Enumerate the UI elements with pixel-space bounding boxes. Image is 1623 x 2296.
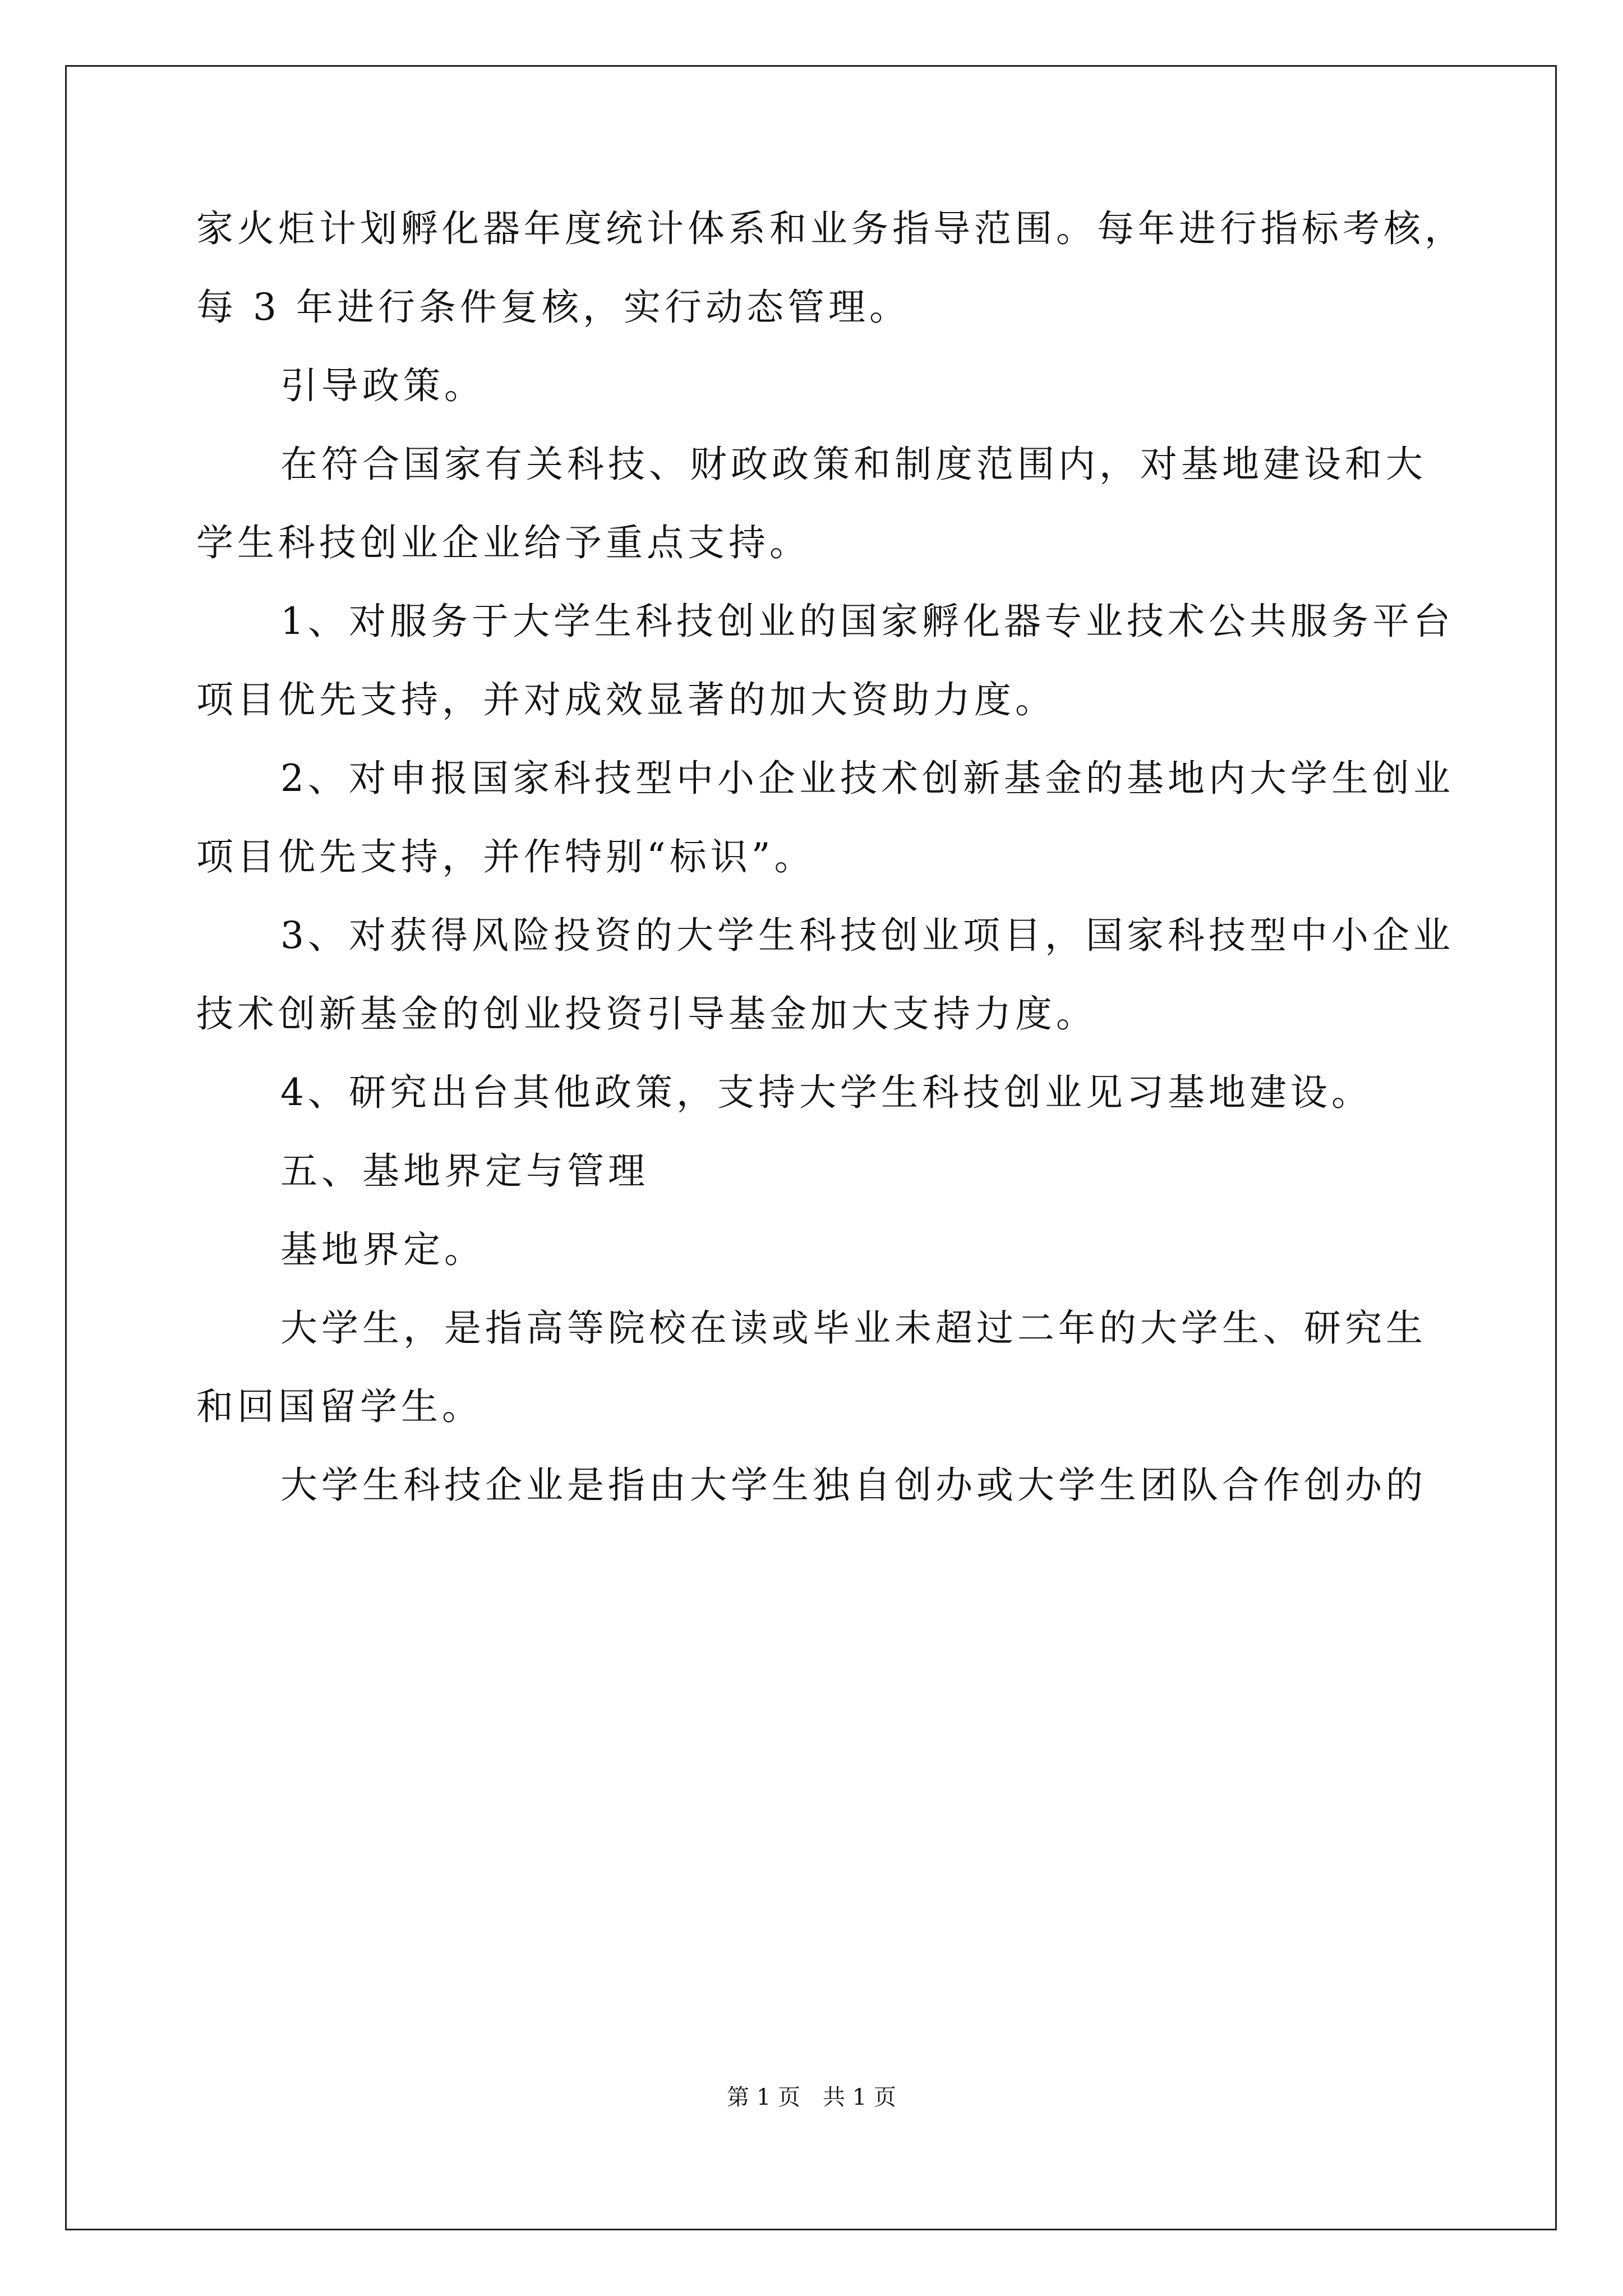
paragraph-line: 4、研究出台其他政策，支持大学生科技创业见习基地建设。	[280, 1071, 1372, 1114]
paragraph-line: 和回国留学生。	[196, 1385, 483, 1428]
paragraph-line: 在符合国家有关科技、财政政策和制度范围内，对基地建设和大	[280, 443, 1427, 486]
paragraph-heading: 基地界定。	[280, 1228, 485, 1271]
paragraph-line: 技术创新基金的创业投资引导基金加大支持力度。	[196, 992, 1097, 1036]
paragraph-line: 1、对服务于大学生科技创业的国家孵化器专业技术公共服务平台	[280, 600, 1454, 643]
paragraph-line: 每 3 年进行条件复核，实行动态管理。	[196, 286, 910, 329]
paragraph-line: 学生科技创业企业给予重点支持。	[196, 521, 810, 564]
paragraph-line: 大学生，是指高等院校在读或毕业未超过二年的大学生、研究生	[280, 1306, 1427, 1350]
document-body	[196, 190, 1464, 1525]
paragraph-line: 家火炬计划孵化器年度统计体系和业务指导范围。每年进行指标考核，	[196, 207, 1465, 250]
section-heading: 五、基地界定与管理	[280, 1149, 649, 1193]
paragraph-heading: 引导政策。	[280, 364, 485, 407]
paragraph-line: 项目优先支持，并对成效显著的加大资助力度。	[196, 678, 1056, 721]
paragraph-line: 项目优先支持，并作特别“标识”。	[196, 835, 815, 878]
paragraph-line: 2、对申报国家科技型中小企业技术创新基金的基地内大学生创业	[280, 757, 1454, 800]
paragraph-line: 大学生科技企业是指由大学生独自创办或大学生团队合作创办的	[280, 1464, 1427, 1507]
page-number-footer: 第 1 页 共 1 页	[727, 2085, 896, 2110]
paragraph-line: 3、对获得风险投资的大学生科技创业项目，国家科技型中小企业	[280, 914, 1454, 957]
